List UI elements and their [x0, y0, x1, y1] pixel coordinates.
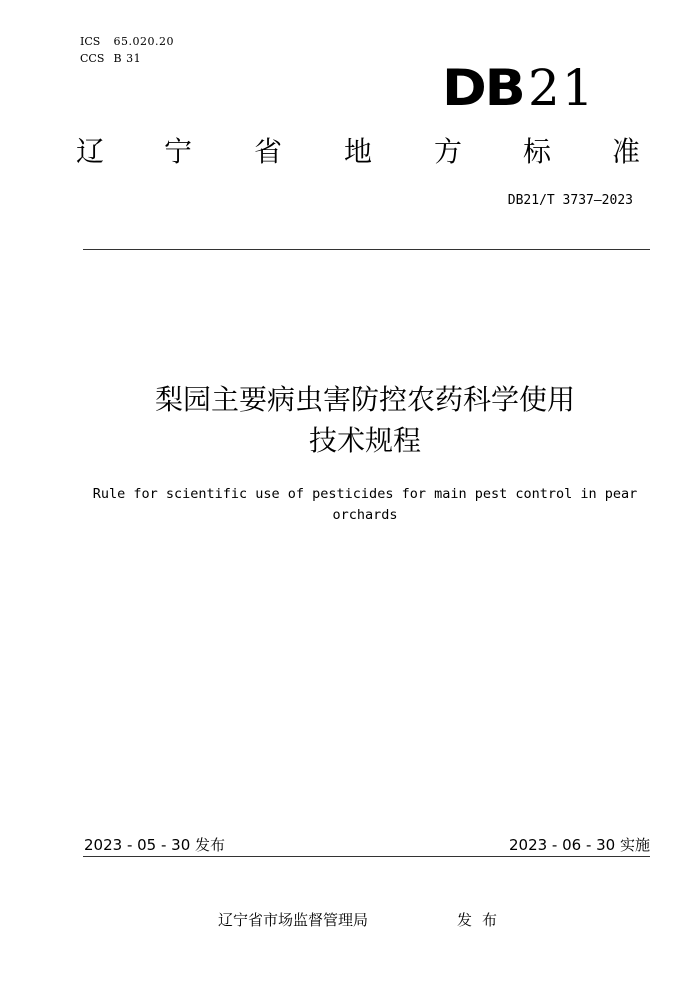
db21-logo — [442, 59, 602, 117]
standard-type-heading — [0, 132, 700, 172]
ccs-label: CCS — [80, 52, 105, 65]
ccs-code: B 31 — [113, 52, 142, 65]
issue-date: 2023 - 05 - 30 发布 — [84, 836, 226, 854]
ics-label: ICS — [80, 35, 101, 48]
standard-type-char: 省 — [253, 135, 282, 168]
standard-type-char: 标 — [522, 135, 551, 168]
logo-prefix: DB — [442, 59, 524, 117]
footer-divider — [83, 856, 650, 857]
header-divider — [83, 249, 650, 250]
ccs-row — [80, 50, 174, 67]
issuer-verb: 发布 — [457, 911, 508, 929]
standard-type-char: 宁 — [163, 135, 192, 168]
title-cn-line1: 梨园主要病虫害防控农药科学使用 — [154, 383, 575, 416]
title-en: Rule for scientific use of pesticides for main pest control in pear orchards — [92, 486, 638, 523]
standard-type-char: 辽 — [75, 135, 104, 168]
ics-code: 65.020.20 — [113, 35, 174, 48]
implementation-date: 2023 - 06 - 30 实施 — [508, 836, 650, 854]
standard-type-char: 准 — [611, 135, 640, 168]
logo-region-code: 21 — [528, 59, 596, 117]
issuer-name: 辽宁省市场监督管理局 — [218, 911, 369, 929]
standard-number: DB21/T 3737—2023 — [507, 193, 633, 208]
classification-codes — [80, 33, 174, 67]
standard-type-char: 地 — [343, 135, 372, 168]
ics-row — [80, 33, 174, 50]
title-cn-line2: 技术规程 — [308, 424, 421, 457]
standard-type-char: 方 — [433, 135, 462, 168]
